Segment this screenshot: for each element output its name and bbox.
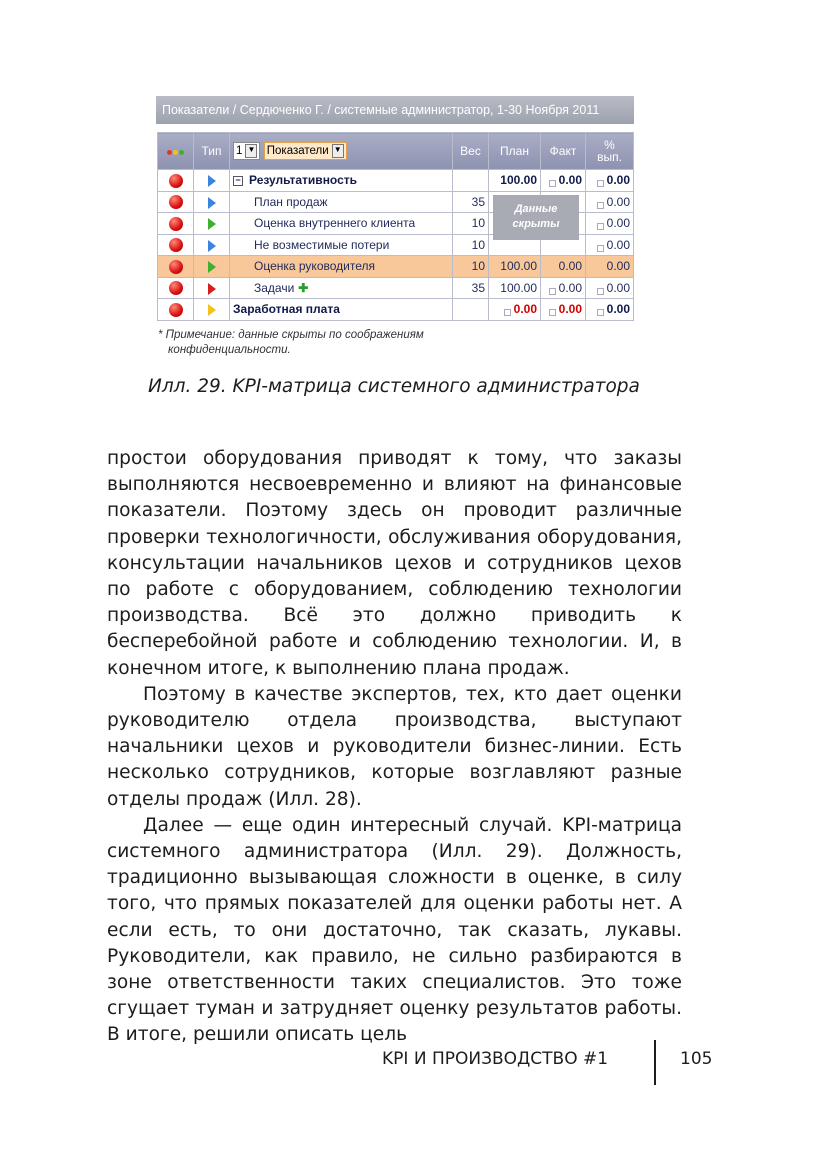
table-row[interactable] — [158, 299, 634, 321]
paragraph: простои оборудования приводят к тому, что заказы выполняются несвоевременно и влияют на финансовые показатели. Поэтому здесь он проводит различные проверки технологичности, обслуживания оборудования, консультации начальников цехов и сотрудников цехов по работе с оборудованием, соблюдению технологии производства. Всё это должно приводить к бесперебойной работе и соблюдению технологии. И, в конечном итоге, к выполнению плана продаж. — [107, 448, 682, 679]
status-column-header — [158, 133, 194, 170]
weight-cell: 10 — [453, 213, 489, 235]
type-cell — [194, 277, 230, 299]
table-header-row — [158, 133, 634, 170]
table-row[interactable] — [158, 277, 634, 299]
figure-note: * Примечание: данные скрыты по соображениям конфиденциальности. — [158, 329, 424, 356]
cell-comment-icon — [597, 288, 604, 295]
weight-cell: 35 — [453, 191, 489, 213]
body-text — [107, 446, 682, 1049]
red-status-icon — [169, 217, 183, 231]
cell-comment-icon — [549, 180, 556, 187]
status-cell — [158, 191, 194, 213]
footer-divider — [654, 1040, 656, 1085]
name-column-header — [230, 133, 453, 170]
chevron-down-icon: ▼ — [332, 144, 344, 158]
fact-cell: 0.00 — [541, 299, 586, 321]
cell-comment-icon — [549, 309, 556, 316]
percent-cell: 0.00 — [586, 170, 634, 192]
type-cell — [194, 213, 230, 235]
type-cell — [194, 234, 230, 256]
weight-cell: 10 — [453, 234, 489, 256]
chevron-down-icon: ▼ — [245, 144, 257, 158]
weight-cell: 35 — [453, 277, 489, 299]
blue-flag-icon — [208, 175, 216, 187]
plan-cell: 100.00 — [489, 170, 541, 192]
type-cell — [194, 299, 230, 321]
red-status-icon — [169, 281, 183, 295]
plan-column-header: План — [489, 133, 541, 170]
status-cell — [158, 170, 194, 192]
percent-column-header: % вып. — [586, 133, 634, 170]
type-cell — [194, 256, 230, 278]
traffic-light-icon — [167, 145, 185, 157]
cell-comment-icon — [597, 245, 604, 252]
percent-cell: 0.00 — [586, 213, 634, 235]
cell-comment-icon — [597, 309, 604, 316]
red-flag-icon — [208, 283, 216, 295]
name-cell: − Результативность — [230, 170, 453, 192]
name-cell: Заработная плата — [230, 299, 453, 321]
percent-cell: 0.00 — [586, 191, 634, 213]
percent-cell: 0.00 — [586, 299, 634, 321]
status-cell — [158, 299, 194, 321]
status-cell — [158, 234, 194, 256]
fact-cell: 0.00 — [541, 170, 586, 192]
plan-cell: 100.00 — [489, 256, 541, 278]
paragraph: Далее — еще один интересный случай. KPI-матрица системного администратора (Илл. 29). Должность, традиционно вызывающая сложности в оценке, в силу того, что прямых показателей для оценки работы нет. А если есть, то они достаточно, так сказать, лукавы. Руководители, как правило, не сильно разбираются в зоне ответственности таких специалистов. Это тоже сгущает туман и затрудняет оценку результатов работы. В итоге, решили описать цель — [107, 814, 682, 1046]
kpi-matrix-figure — [156, 96, 634, 356]
running-footer-title: KPI И ПРОИЗВОДСТВО #1 — [382, 1049, 609, 1069]
add-task-icon[interactable]: ✚ — [298, 280, 309, 295]
cell-comment-icon — [597, 202, 604, 209]
cell-comment-icon — [549, 288, 556, 295]
cell-comment-icon — [504, 309, 511, 316]
cell-comment-icon — [597, 180, 604, 187]
page-number: 105 — [680, 1049, 713, 1069]
blue-flag-icon — [208, 240, 216, 252]
name-cell: План продаж — [230, 191, 453, 213]
fact-column-header: Факт — [541, 133, 586, 170]
red-status-icon — [169, 303, 183, 317]
figure-caption: Илл. 29. KPI-матрица системного администратора — [148, 376, 640, 397]
status-cell — [158, 277, 194, 299]
plan-cell: 100.00 — [489, 277, 541, 299]
green-flag-icon — [208, 261, 216, 273]
type-cell — [194, 170, 230, 192]
figure-breadcrumb: Показатели / Сердюченко Г. / системные администратор, 1-30 Ноября 2011 — [156, 96, 634, 124]
weight-cell — [453, 299, 489, 321]
name-cell: Задачи ✚ — [230, 277, 453, 299]
table-row-selected[interactable] — [158, 256, 634, 278]
name-cell: Оценка руководителя — [230, 256, 453, 278]
indicators-select[interactable]: Показатели ▼ — [264, 142, 347, 160]
table-row[interactable] — [158, 170, 634, 192]
name-cell: Не возместимые потери — [230, 234, 453, 256]
weight-column-header: Вес — [453, 133, 489, 170]
red-status-icon — [169, 238, 183, 252]
status-cell — [158, 213, 194, 235]
type-cell — [194, 191, 230, 213]
collapse-icon[interactable]: − — [233, 176, 243, 186]
red-status-icon — [169, 174, 183, 188]
data-hidden-badge: Данные скрыты — [493, 195, 579, 240]
plan-cell: 0.00 — [489, 299, 541, 321]
percent-cell: 0.00 — [586, 234, 634, 256]
red-status-icon — [169, 260, 183, 274]
cell-comment-icon — [597, 223, 604, 230]
paragraph: Поэтому в качестве экспертов, тех, кто дает оценки руководителю отдела производства, выступают начальники цехов и руководители бизнес-линии. Есть несколько сотрудников, которые возглавляют разные отделы продаж (Илл. 28). — [107, 683, 682, 810]
green-flag-icon — [208, 218, 216, 230]
weight-cell — [453, 170, 489, 192]
level-select[interactable]: 1 ▼ — [233, 142, 260, 160]
fact-cell: 0.00 — [541, 256, 586, 278]
blue-flag-icon — [208, 197, 216, 209]
percent-cell: 0.00 — [586, 256, 634, 278]
type-column-header: Тип — [194, 133, 230, 170]
yellow-flag-icon — [208, 304, 216, 316]
fact-cell: 0.00 — [541, 277, 586, 299]
percent-cell: 0.00 — [586, 277, 634, 299]
weight-cell: 10 — [453, 256, 489, 278]
red-status-icon — [169, 195, 183, 209]
name-cell: Оценка внутреннего клиента — [230, 213, 453, 235]
status-cell — [158, 256, 194, 278]
